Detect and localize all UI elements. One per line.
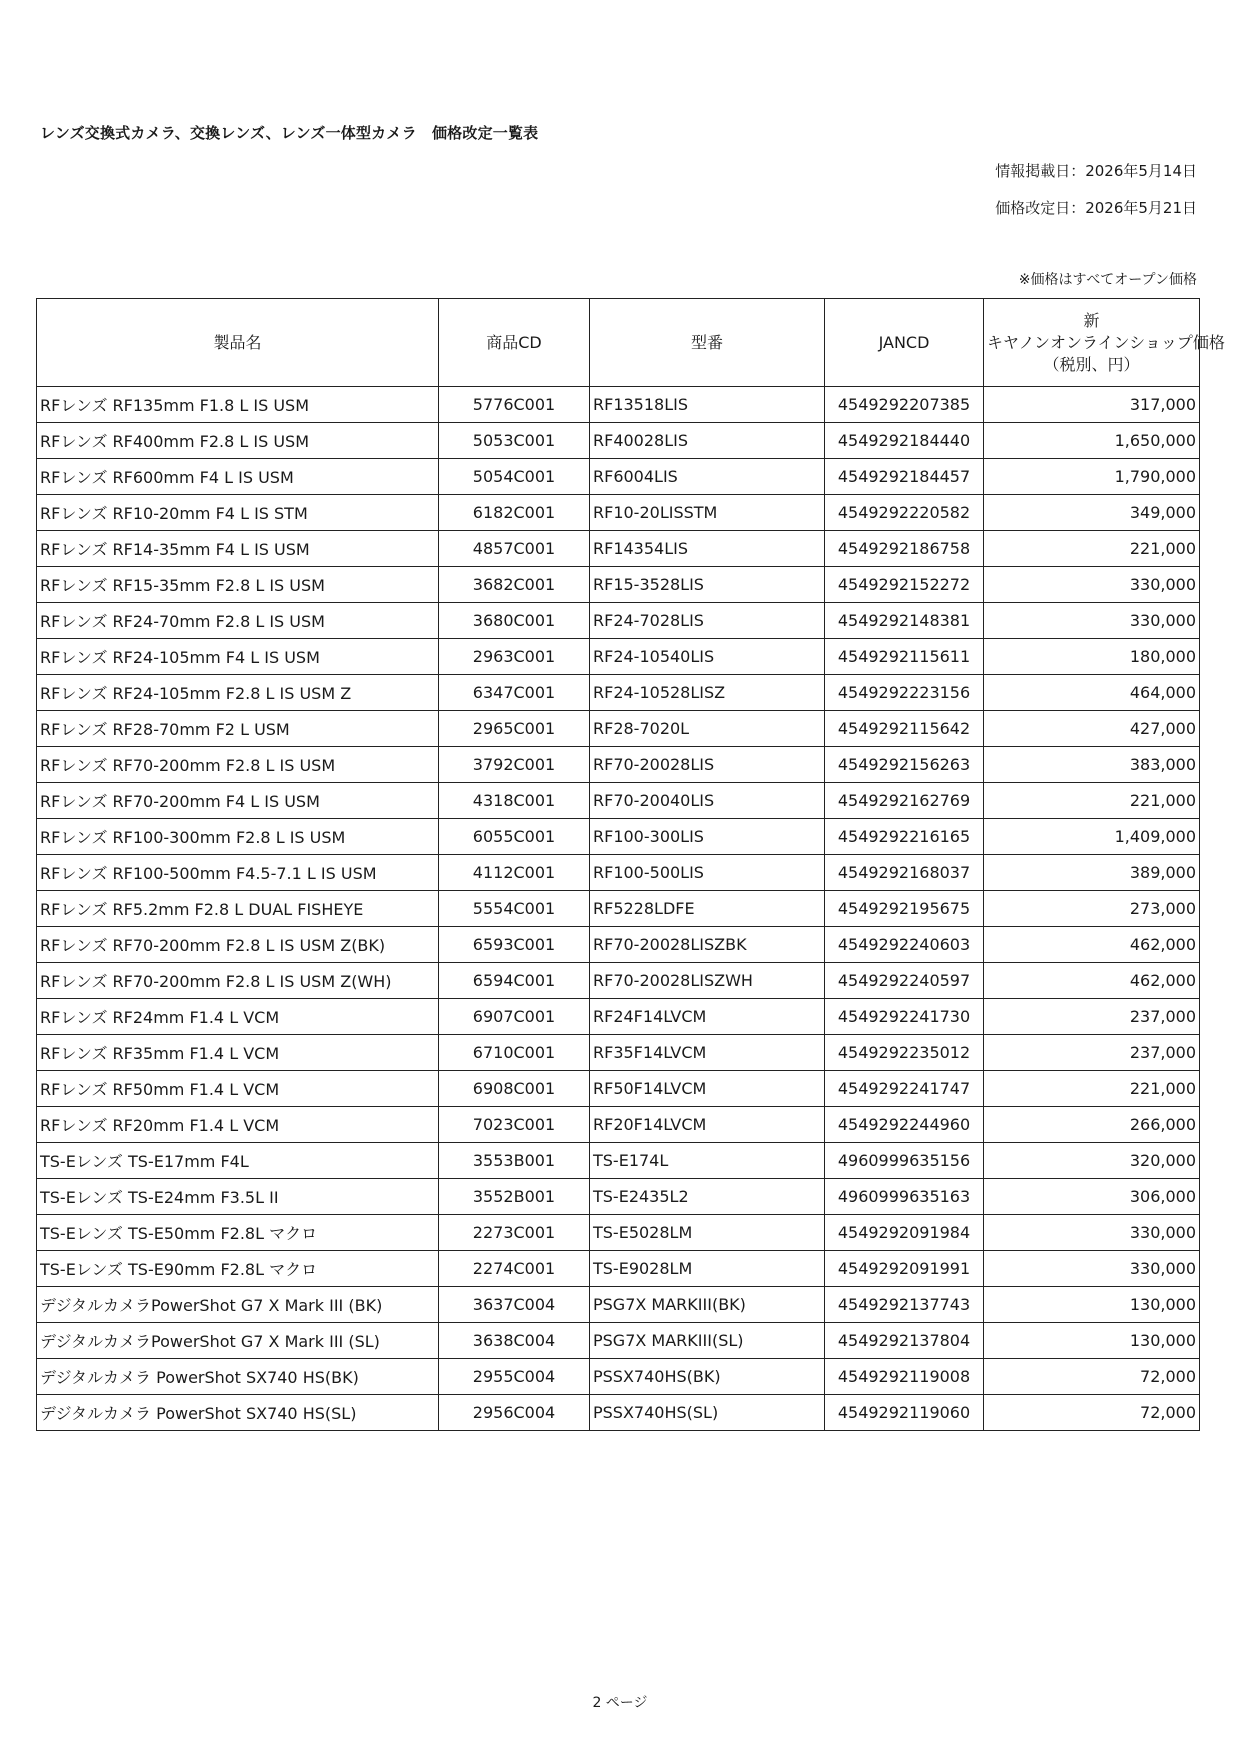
price-table xyxy=(36,298,1225,1431)
table-row xyxy=(37,1323,1200,1359)
jan-code-cell: 4549292148381 xyxy=(825,603,984,639)
table-row xyxy=(37,495,1200,531)
product-name-cell: RFレンズ RF135mm F1.8 L IS USM xyxy=(37,387,439,423)
price-cell: 462,000 xyxy=(984,927,1200,963)
model-number-cell: RF13518LIS xyxy=(590,387,825,423)
price-cell: 462,000 xyxy=(984,963,1200,999)
product-name-cell: RFレンズ RF20mm F1.4 L VCM xyxy=(37,1107,439,1143)
price-cell: 130,000 xyxy=(984,1323,1200,1359)
revision-date: 価格改定日：2026年5月21日 xyxy=(995,199,1197,217)
price-cell: 130,000 xyxy=(984,1287,1200,1323)
product-code-cell: 4857C001 xyxy=(439,531,590,567)
open-price-note: ※価格はすべてオープン価格 xyxy=(1018,272,1197,288)
table-row xyxy=(37,1215,1200,1251)
model-number-cell: PSG7X MARKIII(BK) xyxy=(590,1287,825,1323)
model-number-cell: PSSX740HS(BK) xyxy=(590,1359,825,1395)
model-number-cell: RF100-300LIS xyxy=(590,819,825,855)
jan-code-cell: 4549292091984 xyxy=(825,1215,984,1251)
price-cell: 349,000 xyxy=(984,495,1200,531)
price-cell: 273,000 xyxy=(984,891,1200,927)
model-number-cell: PSSX740HS(SL) xyxy=(590,1395,825,1431)
model-number-cell: TS-E174L xyxy=(590,1143,825,1179)
product-code-cell: 2963C001 xyxy=(439,639,590,675)
product-code-cell: 5054C001 xyxy=(439,459,590,495)
product-code-cell: 6347C001 xyxy=(439,675,590,711)
product-code-cell: 5053C001 xyxy=(439,423,590,459)
price-cell: 1,409,000 xyxy=(984,819,1200,855)
table-row xyxy=(37,567,1200,603)
table-row xyxy=(37,603,1200,639)
model-number-cell: PSG7X MARKIII(SL) xyxy=(590,1323,825,1359)
price-cell: 237,000 xyxy=(984,999,1200,1035)
model-number-cell: RF70-20028LISZBK xyxy=(590,927,825,963)
price-cell: 221,000 xyxy=(984,1071,1200,1107)
jan-code-cell: 4549292220582 xyxy=(825,495,984,531)
product-name-cell: RFレンズ RF5.2mm F2.8 L DUAL FISHEYE xyxy=(37,891,439,927)
product-code-cell: 3682C001 xyxy=(439,567,590,603)
product-code-cell: 3552B001 xyxy=(439,1179,590,1215)
price-cell: 330,000 xyxy=(984,603,1200,639)
table-row xyxy=(37,675,1200,711)
model-number-cell: RF28-7020L xyxy=(590,711,825,747)
table-header-row xyxy=(37,299,1200,387)
model-number-cell: RF20F14LVCM xyxy=(590,1107,825,1143)
header-price-line2: キヤノンオンラインショップ価格 xyxy=(987,332,1225,352)
product-code-cell: 2956C004 xyxy=(439,1395,590,1431)
table-row xyxy=(37,927,1200,963)
jan-code-cell: 4549292091991 xyxy=(825,1251,984,1287)
price-cell: 317,000 xyxy=(984,387,1200,423)
product-code-cell: 6908C001 xyxy=(439,1071,590,1107)
model-number-cell: RF50F14LVCM xyxy=(590,1071,825,1107)
product-name-cell: RFレンズ RF24-70mm F2.8 L IS USM xyxy=(37,603,439,639)
product-code-cell: 6594C001 xyxy=(439,963,590,999)
table-row xyxy=(37,1035,1200,1071)
model-number-cell: TS-E5028LM xyxy=(590,1215,825,1251)
product-name-cell: RFレンズ RF24-105mm F2.8 L IS USM Z xyxy=(37,675,439,711)
price-cell: 383,000 xyxy=(984,747,1200,783)
table-row xyxy=(37,855,1200,891)
table-body xyxy=(37,387,1200,1431)
price-cell: 389,000 xyxy=(984,855,1200,891)
table-row xyxy=(37,747,1200,783)
jan-code-cell: 4549292195675 xyxy=(825,891,984,927)
model-number-cell: TS-E9028LM xyxy=(590,1251,825,1287)
product-name-cell: RFレンズ RF50mm F1.4 L VCM xyxy=(37,1071,439,1107)
price-cell: 320,000 xyxy=(984,1143,1200,1179)
price-cell: 266,000 xyxy=(984,1107,1200,1143)
product-code-cell: 7023C001 xyxy=(439,1107,590,1143)
product-name-cell: RFレンズ RF10-20mm F4 L IS STM xyxy=(37,495,439,531)
product-code-cell: 3637C004 xyxy=(439,1287,590,1323)
jan-code-cell: 4549292241747 xyxy=(825,1071,984,1107)
product-name-cell: TS-Eレンズ TS-E90mm F2.8L マクロ xyxy=(37,1251,439,1287)
product-name-cell: RFレンズ RF28-70mm F2 L USM xyxy=(37,711,439,747)
table-row xyxy=(37,1143,1200,1179)
product-code-cell: 2273C001 xyxy=(439,1215,590,1251)
model-number-cell: RF40028LIS xyxy=(590,423,825,459)
table-row xyxy=(37,1251,1200,1287)
product-code-cell: 6907C001 xyxy=(439,999,590,1035)
table-row xyxy=(37,1071,1200,1107)
jan-code-cell: 4549292115611 xyxy=(825,639,984,675)
product-name-cell: RFレンズ RF600mm F4 L IS USM xyxy=(37,459,439,495)
jan-code-cell: 4549292223156 xyxy=(825,675,984,711)
jan-code-cell: 4549292119008 xyxy=(825,1359,984,1395)
price-cell: 330,000 xyxy=(984,1251,1200,1287)
jan-code-cell: 4549292240603 xyxy=(825,927,984,963)
price-cell: 427,000 xyxy=(984,711,1200,747)
product-name-cell: デジタルカメラ PowerShot SX740 HS(BK) xyxy=(37,1359,439,1395)
model-number-cell: RF10-20LISSTM xyxy=(590,495,825,531)
published-date: 情報掲載日：2026年5月14日 xyxy=(995,162,1197,180)
model-number-cell: RF24F14LVCM xyxy=(590,999,825,1035)
model-number-cell: RF15-3528LIS xyxy=(590,567,825,603)
product-code-cell: 6055C001 xyxy=(439,819,590,855)
jan-code-cell: 4960999635163 xyxy=(825,1179,984,1215)
document-title: レンズ交換式カメラ、交換レンズ、レンズ一体型カメラ 価格改定一覧表 xyxy=(40,124,539,142)
product-name-cell: デジタルカメラPowerShot G7 X Mark III (SL) xyxy=(37,1323,439,1359)
model-number-cell: TS-E2435L2 xyxy=(590,1179,825,1215)
product-name-cell: デジタルカメラ PowerShot SX740 HS(SL) xyxy=(37,1395,439,1431)
model-number-cell: RF24-10528LISZ xyxy=(590,675,825,711)
product-name-cell: TS-Eレンズ TS-E24mm F3.5L II xyxy=(37,1179,439,1215)
product-name-cell: RFレンズ RF24mm F1.4 L VCM xyxy=(37,999,439,1035)
jan-code-cell: 4549292119060 xyxy=(825,1395,984,1431)
jan-code-cell: 4549292137804 xyxy=(825,1323,984,1359)
price-cell: 464,000 xyxy=(984,675,1200,711)
table-row xyxy=(37,387,1200,423)
table-row xyxy=(37,891,1200,927)
jan-code-cell: 4549292207385 xyxy=(825,387,984,423)
product-code-cell: 6593C001 xyxy=(439,927,590,963)
product-name-cell: RFレンズ RF100-300mm F2.8 L IS USM xyxy=(37,819,439,855)
jan-code-cell: 4549292235012 xyxy=(825,1035,984,1071)
model-number-cell: RF70-20028LIS xyxy=(590,747,825,783)
price-cell: 330,000 xyxy=(984,1215,1200,1251)
product-code-cell: 6710C001 xyxy=(439,1035,590,1071)
table-row xyxy=(37,1359,1200,1395)
table-row xyxy=(37,1395,1200,1431)
table-row xyxy=(37,711,1200,747)
product-name-cell: RFレンズ RF70-200mm F2.8 L IS USM Z(BK) xyxy=(37,927,439,963)
price-cell: 237,000 xyxy=(984,1035,1200,1071)
jan-code-cell: 4960999635156 xyxy=(825,1143,984,1179)
product-code-cell: 2955C004 xyxy=(439,1359,590,1395)
product-code-cell: 5776C001 xyxy=(439,387,590,423)
price-cell: 180,000 xyxy=(984,639,1200,675)
model-number-cell: RF100-500LIS xyxy=(590,855,825,891)
price-cell: 72,000 xyxy=(984,1359,1200,1395)
product-name-cell: RFレンズ RF70-200mm F2.8 L IS USM xyxy=(37,747,439,783)
jan-code-cell: 4549292152272 xyxy=(825,567,984,603)
product-code-cell: 2274C001 xyxy=(439,1251,590,1287)
product-name-cell: RFレンズ RF15-35mm F2.8 L IS USM xyxy=(37,567,439,603)
product-name-cell: TS-Eレンズ TS-E50mm F2.8L マクロ xyxy=(37,1215,439,1251)
price-cell: 221,000 xyxy=(984,531,1200,567)
product-code-cell: 2965C001 xyxy=(439,711,590,747)
product-name-cell: RFレンズ RF14-35mm F4 L IS USM xyxy=(37,531,439,567)
table-row xyxy=(37,1179,1200,1215)
model-number-cell: RF6004LIS xyxy=(590,459,825,495)
jan-code-cell: 4549292240597 xyxy=(825,963,984,999)
product-code-cell: 3638C004 xyxy=(439,1323,590,1359)
table-row xyxy=(37,1287,1200,1323)
product-code-cell: 3680C001 xyxy=(439,603,590,639)
header-price xyxy=(984,299,1225,387)
jan-code-cell: 4549292184457 xyxy=(825,459,984,495)
table-row xyxy=(37,639,1200,675)
product-code-cell: 3553B001 xyxy=(439,1143,590,1179)
jan-code-cell: 4549292216165 xyxy=(825,819,984,855)
table-row xyxy=(37,531,1200,567)
jan-code-cell: 4549292168037 xyxy=(825,855,984,891)
model-number-cell: RF14354LIS xyxy=(590,531,825,567)
table-row xyxy=(37,819,1200,855)
jan-code-cell: 4549292184440 xyxy=(825,423,984,459)
table-row xyxy=(37,999,1200,1035)
table-row xyxy=(37,963,1200,999)
product-name-cell: TS-Eレンズ TS-E17mm F4L xyxy=(37,1143,439,1179)
price-cell: 221,000 xyxy=(984,783,1200,819)
model-number-cell: RF35F14LVCM xyxy=(590,1035,825,1071)
product-name-cell: RFレンズ RF70-200mm F4 L IS USM xyxy=(37,783,439,819)
header-jan-code: JANCD xyxy=(825,299,984,387)
product-name-cell: RFレンズ RF100-500mm F4.5-7.1 L IS USM xyxy=(37,855,439,891)
header-product-code: 商品CD xyxy=(439,299,590,387)
price-cell: 330,000 xyxy=(984,567,1200,603)
product-code-cell: 5554C001 xyxy=(439,891,590,927)
model-number-cell: RF5228LDFE xyxy=(590,891,825,927)
price-cell: 72,000 xyxy=(984,1395,1200,1431)
product-name-cell: RFレンズ RF70-200mm F2.8 L IS USM Z(WH) xyxy=(37,963,439,999)
product-code-cell: 4318C001 xyxy=(439,783,590,819)
jan-code-cell: 4549292162769 xyxy=(825,783,984,819)
table-row xyxy=(37,1107,1200,1143)
header-price-line3: （税別、円） xyxy=(1043,354,1140,374)
product-code-cell: 4112C001 xyxy=(439,855,590,891)
header-model-number: 型番 xyxy=(590,299,825,387)
jan-code-cell: 4549292156263 xyxy=(825,747,984,783)
model-number-cell: RF70-20028LISZWH xyxy=(590,963,825,999)
jan-code-cell: 4549292241730 xyxy=(825,999,984,1035)
product-name-cell: RFレンズ RF24-105mm F4 L IS USM xyxy=(37,639,439,675)
header-price-line1: 新 xyxy=(1083,310,1100,330)
jan-code-cell: 4549292186758 xyxy=(825,531,984,567)
model-number-cell: RF24-10540LIS xyxy=(590,639,825,675)
model-number-cell: RF24-7028LIS xyxy=(590,603,825,639)
product-code-cell: 6182C001 xyxy=(439,495,590,531)
product-name-cell: デジタルカメラPowerShot G7 X Mark III (BK) xyxy=(37,1287,439,1323)
page-number: 2 ページ xyxy=(592,1695,648,1711)
product-code-cell: 3792C001 xyxy=(439,747,590,783)
table-row xyxy=(37,459,1200,495)
price-cell: 1,650,000 xyxy=(984,423,1200,459)
header-product-name: 製品名 xyxy=(37,299,439,387)
price-cell: 1,790,000 xyxy=(984,459,1200,495)
jan-code-cell: 4549292244960 xyxy=(825,1107,984,1143)
model-number-cell: RF70-20040LIS xyxy=(590,783,825,819)
product-name-cell: RFレンズ RF35mm F1.4 L VCM xyxy=(37,1035,439,1071)
price-cell: 306,000 xyxy=(984,1179,1200,1215)
table-row xyxy=(37,423,1200,459)
table-row xyxy=(37,783,1200,819)
product-name-cell: RFレンズ RF400mm F2.8 L IS USM xyxy=(37,423,439,459)
jan-code-cell: 4549292115642 xyxy=(825,711,984,747)
jan-code-cell: 4549292137743 xyxy=(825,1287,984,1323)
